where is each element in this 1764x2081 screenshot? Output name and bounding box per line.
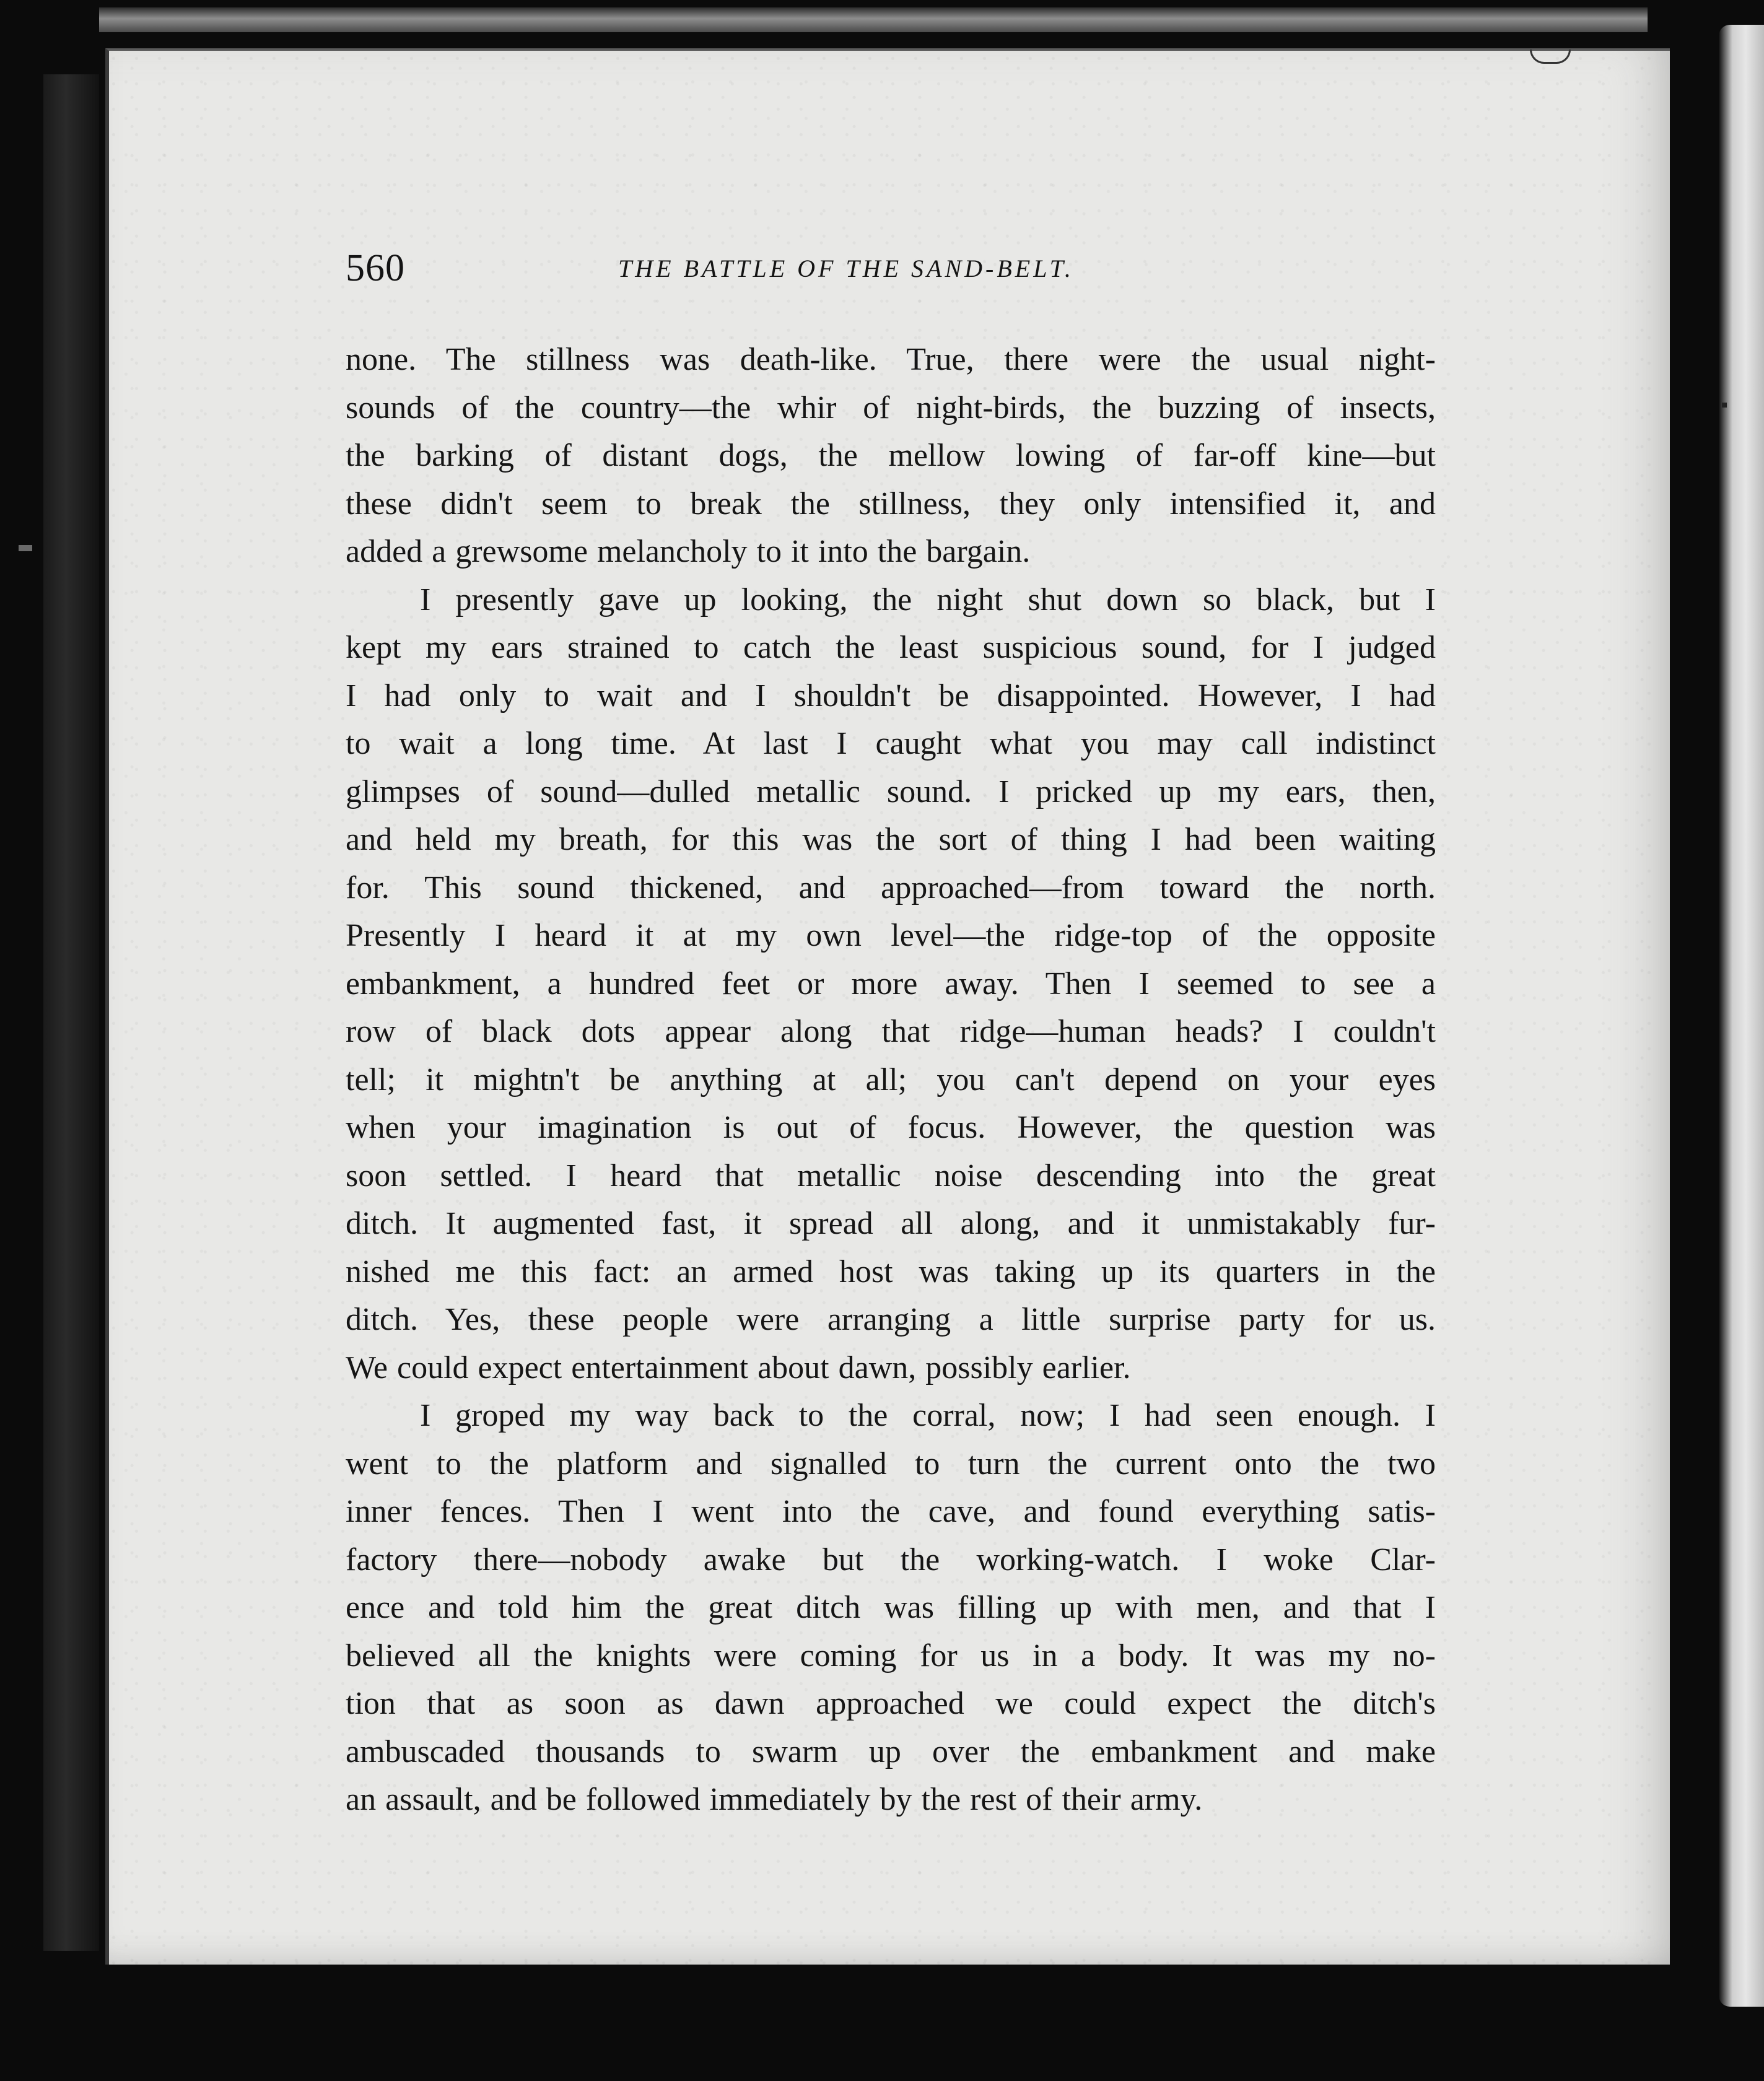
running-title: THE BATTLE OF THE SAND-BELT. <box>618 255 1074 282</box>
text-line: the barking of distant dogs, the mellow lowing of far-off kine—but <box>346 438 1436 473</box>
scan-speck <box>19 545 32 551</box>
text-line: and held my breath, for this was the sort of thing I had been waiting <box>346 822 1436 857</box>
adjacent-page-sliver <box>1719 25 1764 2007</box>
text-line: went to the platform and signalled to turn the current onto the two <box>346 1446 1436 1481</box>
text-line: factory there—nobody awake but the working-watch. I woke Clar- <box>346 1542 1436 1577</box>
text-line: We could expect entertainment about dawn, possibly earlier. <box>346 1350 1131 1385</box>
text-line: tell; it mightn't be anything at all; you can't depend on your eyes <box>346 1062 1436 1097</box>
text-line: kept my ears strained to catch the least suspicious sound, for I judged <box>346 630 1436 665</box>
text-line: I had only to wait and I shouldn't be disappointed. However, I had <box>346 678 1436 713</box>
text-line: sounds of the country—the whir of night-birds, the buzzing of insects, <box>346 390 1436 425</box>
text-line: for. This sound thickened, and approached—from toward the north. <box>346 870 1436 905</box>
scan-speck <box>1722 403 1727 408</box>
body-text <box>346 336 1436 1824</box>
text-line: ditch. Yes, these people were arranging a little surprise party for us. <box>346 1302 1436 1337</box>
paragraph-start: I presently gave up looking, the night shut down so black, but I <box>420 582 1436 617</box>
text-line: ditch. It augmented fast, it spread all along, and it unmistakably fur- <box>346 1206 1436 1241</box>
text-line: when your imagination is out of focus. However, the question was <box>346 1110 1436 1145</box>
text-line: ence and told him the great ditch was filling up with men, and that I <box>346 1590 1436 1625</box>
text-line: ambuscaded thousands to swarm up over the embankment and make <box>346 1734 1436 1769</box>
page-number: 560 <box>346 247 405 289</box>
text-line: glimpses of sound—dulled metallic sound. I pricked up my ears, then, <box>346 774 1436 809</box>
text-line: embankment, a hundred feet or more away. Then I seemed to see a <box>346 966 1436 1001</box>
text-line: these didn't seem to break the stillness, they only intensified it, and <box>346 486 1436 521</box>
text-line: to wait a long time. At last I caught what you may call indistinct <box>346 726 1436 761</box>
paragraph-start: I groped my way back to the corral, now; I had seen enough. I <box>420 1398 1436 1433</box>
text-line: added a grewsome melancholy to it into the bargain. <box>346 534 1031 569</box>
text-line: row of black dots appear along that ridge—human heads? I couldn't <box>346 1014 1436 1049</box>
text-line: believed all the knights were coming for us in a body. It was my no- <box>346 1638 1436 1673</box>
text-line: soon settled. I heard that metallic noise descending into the great <box>346 1158 1436 1193</box>
text-line: tion that as soon as dawn approached we could expect the ditch's <box>346 1686 1436 1721</box>
text-line: an assault, and be followed immediately by the rest of their army. <box>346 1782 1203 1817</box>
text-line: Presently I heard it at my own level—the ridge-top of the opposite <box>346 918 1436 953</box>
text-line: inner fences. Then I went into the cave, and found everything satis- <box>346 1494 1436 1529</box>
left-gutter <box>43 74 99 1951</box>
text-line: none. The stillness was death-like. True, there were the usual night- <box>346 342 1436 377</box>
text-line: nished me this fact: an armed host was taking up its quarters in the <box>346 1254 1436 1289</box>
running-head <box>346 247 1163 289</box>
scan-frame-top <box>99 7 1648 32</box>
